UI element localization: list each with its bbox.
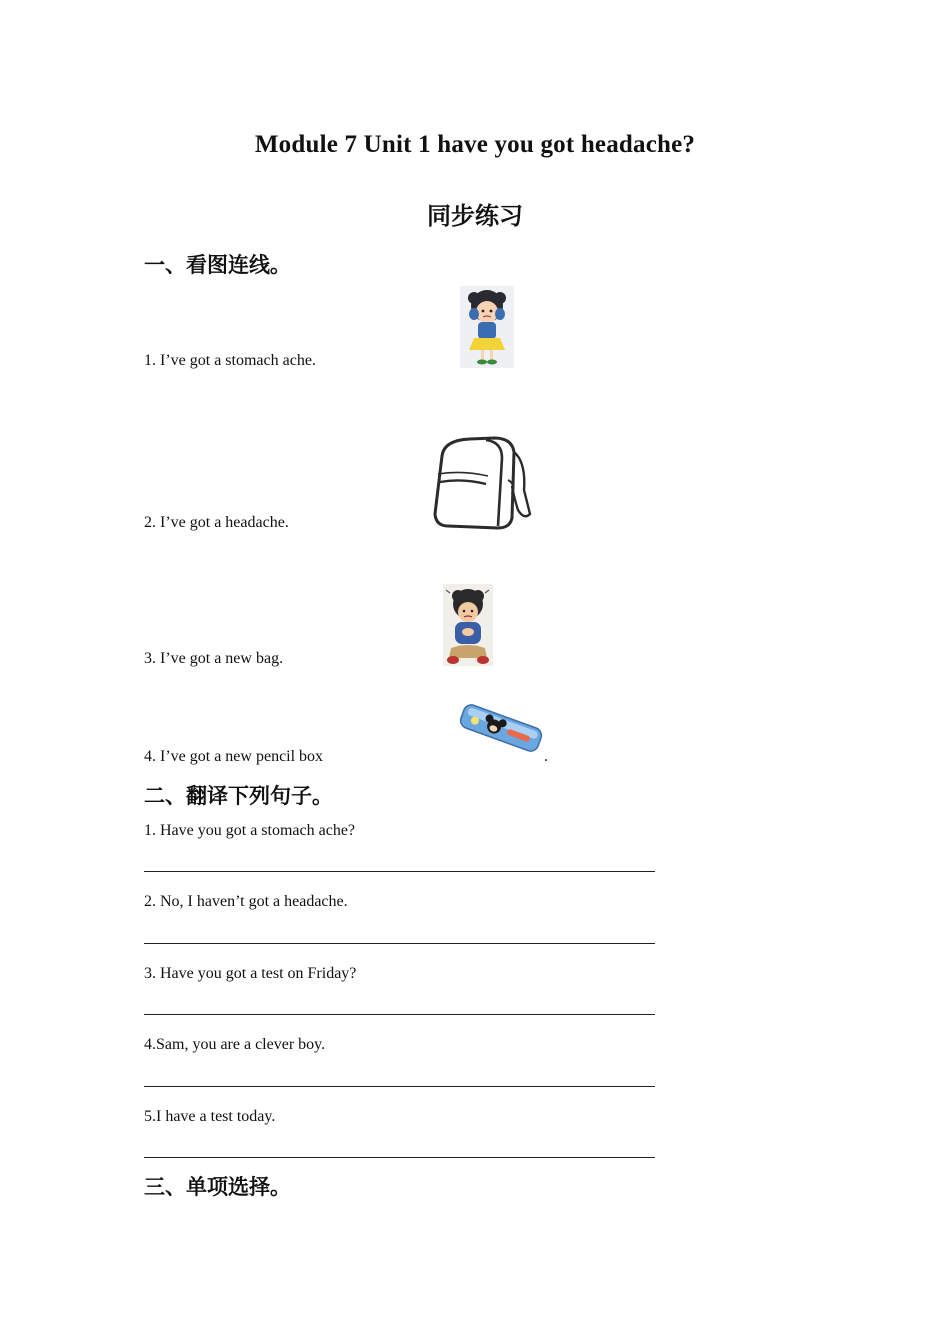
section-2-heading: 二、翻译下列句子。: [144, 784, 333, 808]
pencil-box-illustration: [456, 702, 546, 754]
match-item-1: 1. I’ve got a stomach ache.: [144, 352, 316, 369]
answer-line-4[interactable]: [144, 1086, 655, 1087]
match-item-3: 3. I’ve got a new bag.: [144, 650, 284, 667]
section-3-heading: 三、单项选择。: [144, 1175, 291, 1199]
answer-line-5[interactable]: [144, 1157, 655, 1158]
translate-item-3: 3. Have you got a test on Friday?: [144, 965, 357, 982]
answer-line-3[interactable]: [144, 1014, 655, 1015]
backpack-illustration: [432, 434, 532, 532]
match-item-4: 4. I’ve got a new pencil box: [144, 748, 324, 765]
section-1-heading: 一、看图连线。: [144, 253, 291, 277]
translate-item-5: 5.I have a test today.: [144, 1108, 276, 1125]
translate-item-1: 1. Have you got a stomach ache?: [144, 822, 356, 839]
match-item-4-period: .: [544, 748, 548, 765]
page-subtitle: 同步练习: [427, 202, 523, 230]
translate-item-2: 2. No, I haven’t got a headache.: [144, 893, 348, 910]
girl-covering-ears-illustration: [460, 286, 514, 368]
boy-with-stomach-ache-illustration: [443, 584, 493, 666]
translate-item-4: 4.Sam, you are a clever boy.: [144, 1036, 326, 1053]
page-title: Module 7 Unit 1 have you got headache?: [254, 131, 696, 158]
answer-line-2[interactable]: [144, 943, 655, 944]
match-item-2: 2. I’ve got a headache.: [144, 514, 289, 531]
answer-line-1[interactable]: [144, 871, 655, 872]
